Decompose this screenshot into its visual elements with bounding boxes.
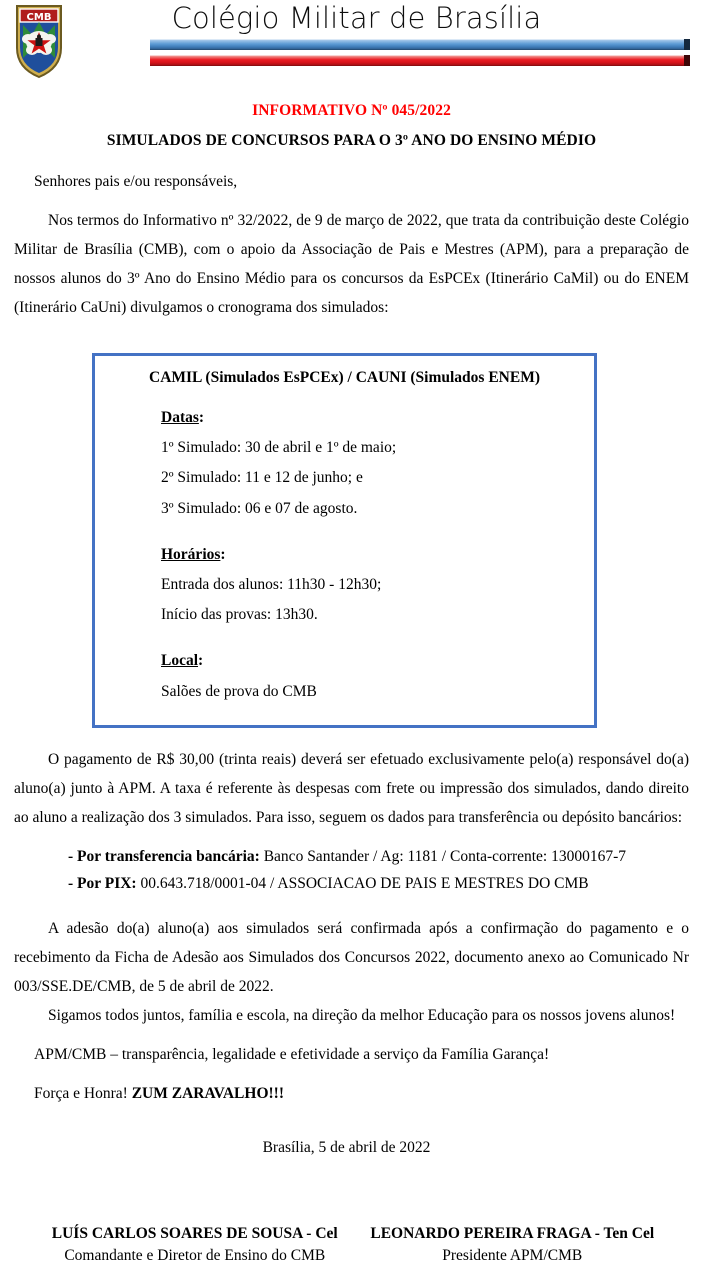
times-label-text: Horários xyxy=(161,545,221,563)
dates-label xyxy=(161,403,594,433)
decorative-flag-bars xyxy=(150,39,690,69)
schedule-box xyxy=(92,353,597,728)
crest-label: CMB xyxy=(26,12,52,23)
date-item: 1º Simulado: 30 de abril e 1º de maio; xyxy=(161,439,397,457)
salute-paragraph xyxy=(14,1080,689,1109)
place-date: Brasília, 5 de abril de 2022 xyxy=(262,1139,431,1156)
times-colon: : xyxy=(220,545,226,563)
place-value: Salões de prova do CMB xyxy=(161,682,317,700)
times-label xyxy=(161,540,594,570)
motto-paragraph: APM/CMB – transparência, legalidade e efetividade a serviço da Família Garança! xyxy=(34,1046,550,1064)
document-body xyxy=(0,102,703,1268)
page-title: Colégio Militar de Brasília xyxy=(171,1,542,35)
informative-number: INFORMATIVO Nº 045/2022 xyxy=(252,102,451,119)
bank-transfer-label: - Por transferencia bancária: xyxy=(68,847,260,865)
place-label-text: Local xyxy=(161,652,199,670)
signatory-name: LUÍS CARLOS SOARES DE SOUSA - Cel xyxy=(51,1225,338,1242)
place-section xyxy=(95,646,594,706)
pix-label: - Por PIX: xyxy=(68,874,137,892)
bar-cap-blue xyxy=(684,39,690,50)
decorative-bar-blue xyxy=(150,39,690,50)
adhesion-paragraph: A adesão do(a) aluno(a) aos simulados será confirmada após a confirmação do pagamento e o recebimento da Ficha de Adesão aos Simulados dos Concursos 2022, documento anexo ao Comunicado Nr 003/SSE.DE/CMB, de 5 de abril de 2022. xyxy=(14,920,689,996)
time-item: Entrada dos alunos: 11h30 - 12h30; xyxy=(161,576,382,594)
bank-transfer-line xyxy=(14,843,689,870)
schedule-box-title: CAMIL (Simulados EsPCEx) / CAUNI (Simulados ENEM) xyxy=(149,368,540,386)
bar-cap-red xyxy=(684,55,690,66)
document-subject: SIMULADOS DE CONCURSOS PARA O 3º ANO DO ENSINO MÉDIO xyxy=(106,132,597,149)
greeting-line: Senhores pais e/ou responsáveis, xyxy=(34,173,238,190)
dates-colon: : xyxy=(198,408,205,426)
document-header xyxy=(0,0,703,88)
pix-line xyxy=(14,870,689,897)
signature-right xyxy=(354,1223,690,1268)
date-item: 2º Simulado: 11 e 12 de junho; e xyxy=(161,469,363,487)
signatory-role: Comandante e Diretor de Ensino do CMB xyxy=(64,1247,326,1265)
bank-transfer-value: Banco Santander / Ag: 1181 / Conta-corrente: 13000167-7 xyxy=(259,847,627,865)
date-item: 3º Simulado: 06 e 07 de agosto. xyxy=(161,499,358,517)
together-paragraph: Sigamos todos juntos, família e escola, na direção da melhor Educação para os nossos jovens alunos! xyxy=(48,1007,676,1025)
place-label xyxy=(161,646,594,676)
times-section xyxy=(95,540,594,631)
salute-bold: ZUM ZARAVALHO!!! xyxy=(131,1085,284,1103)
place-colon: : xyxy=(198,652,204,670)
intro-paragraph: Nos termos do Informativo nº 32/2022, de 9 de março de 2022, que trata da contribuição deste Colégio Militar de Brasília (CMB), com o apoio da Associação de Pais e Mestres (APM), para a preparação de nossos alunos do 3º Ano do Ensino Médio para os concursos da EsPCEx (Itinerário CaMil) ou do ENEM (Itinerário CaUni) divulgamos o cronograma dos simulados: xyxy=(14,211,689,316)
salute-prefix: Força e Honra! xyxy=(34,1085,132,1103)
signature-left xyxy=(14,1223,354,1268)
dates-label-text: Datas xyxy=(161,408,199,426)
signature-block xyxy=(14,1223,689,1268)
pix-value: 00.643.718/0001-04 / ASSOCIACAO DE PAIS E MESTRES DO CMB xyxy=(136,874,589,892)
decorative-bar-red xyxy=(150,55,690,66)
payment-paragraph: O pagamento de R$ 30,00 (trinta reais) deverá ser efetuado exclusivamente pelo(a) responsável do(a) aluno(a) junto à APM. A taxa é referente às despesas com frete ou impressão dos simulados, dando direito ao aluno a realização dos 3 simulados. Para isso, seguem os dados para transferência ou depósito bancários: xyxy=(14,750,689,826)
signatory-name: LEONARDO PEREIRA FRAGA - Ten Cel xyxy=(370,1225,655,1242)
dates-section xyxy=(95,403,594,524)
time-item: Início das provas: 13h30. xyxy=(161,606,318,624)
signatory-role: Presidente APM/CMB xyxy=(442,1247,583,1265)
